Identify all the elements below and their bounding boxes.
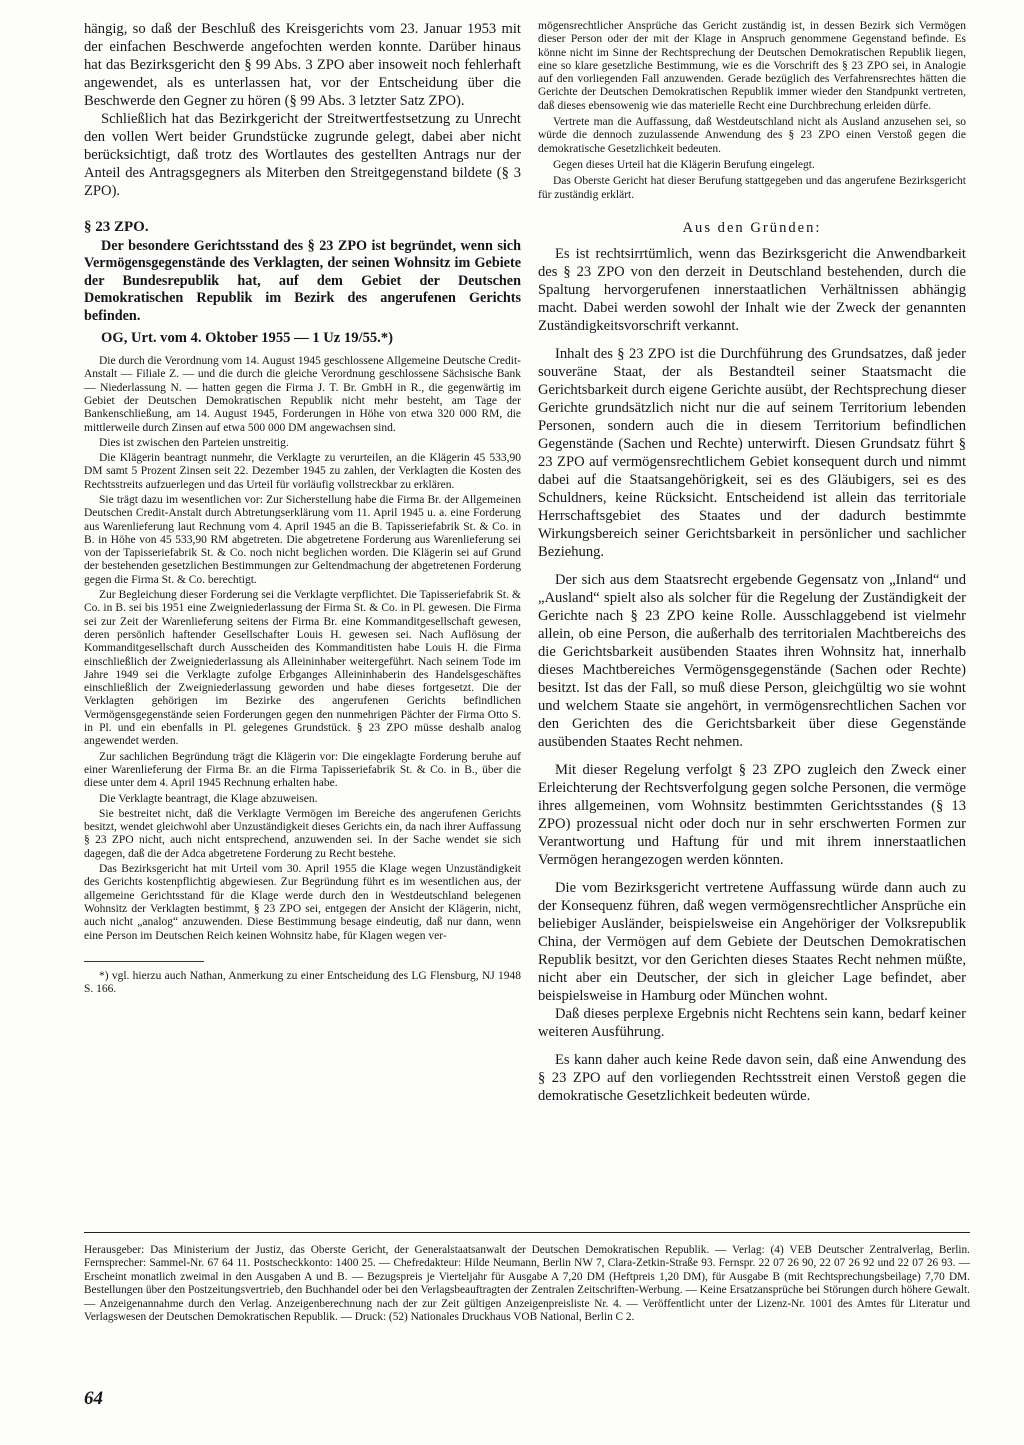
body-paragraph: hängig, so daß der Beschluß des Kreisgerichts vom 23. Januar 1953 mit der einfachen Beschwerde angefochten werden konnte. Darüber hinaus hat das Bezirksgericht den § 99 Abs. 3 ZPO aber insoweit noch fehlerhaft angewendet, als es unterlassen hat, vor der Entscheidung über die Beschwerde den Gegner zu hören (§ 99 Abs. 3 letzter Satz ZPO). — [84, 21, 521, 109]
imprint-divider — [84, 1232, 970, 1233]
case-citation: OG, Urt. vom 4. Oktober 1955 — 1 Uz 19/55.*) — [101, 330, 393, 347]
section-heading: § 23 ZPO. — [84, 219, 149, 235]
grounds-heading: Aus den Gründen: — [682, 219, 822, 236]
facts-paragraph: Sie bestreitet nicht, daß die Verklagte Vermögen im Bereiche des angerufenen Gerichts besitzt, wendet gleichwohl aber Unzuständigkeit dieses Gerichts ein, da nach ihrer Auffassung § 23 ZPO nicht, auch nicht entsprechend, anzuwenden sei. In der Sache wendet sie sich dagegen, daß die der Adca abgetretene Forderung zu Recht bestehe. — [84, 807, 521, 860]
facts-paragraph: Das Bezirksgericht hat mit Urteil vom 30. April 1955 die Klage wegen Unzuständigkeit des Gerichts kostenpflichtig abgewiesen. Zur Begründung führt es im wesentlichen aus, der allgemeine Gerichtsstand für die Klage werde durch den in Westdeutschland belegenen Wohnsitz der Verklagten bestimmt, § 23 ZPO sei, entgegen der Ansicht der Klägerin, nicht, auch nicht „analog“ anzuwenden. Diese Bestimmung besage eindeutig, daß nur dann, wenn eine Person im Deutschen Reich keinen Wohnsitz habe, für Klagen wegen ver- — [84, 863, 521, 942]
page-number: 64 — [84, 1388, 103, 1409]
facts-paragraph: Gegen dieses Urteil hat die Klägerin Berufung eingelegt. — [553, 158, 815, 171]
grounds-paragraph: Daß dieses perplexe Ergebnis nicht Rechtens sein kann, bedarf keiner weiteren Ausführung. — [538, 1005, 966, 1040]
grounds-paragraph: Es kann daher auch keine Rede davon sein, daß eine Anwendung des § 23 ZPO auf den vorliegenden Rechtsstreit einen Verstoß gegen die demokratische Gesetzlichkeit bedeuten würde. — [538, 1051, 966, 1104]
grounds-paragraph: Inhalt des § 23 ZPO ist die Durchführung des Grundsatzes, daß jeder souveräne Staat, der als Bestandteil seiner Staatsmacht die Gerichtsbarkeit durch eigene Gerichte ausübt, der Rechtsprechung dieser Gerichte grundsätzlich nicht nur die auf seinem Territorium lebenden Personen, sondern auch die in diesem Territorium befindlichen Gegenstände (Sachen und Rechte) unterwirft. Diesen Grundsatz führt § 23 ZPO auf vermögensrechtlichem Gebiet konsequent durch und nimmt dabei auf die Staatsangehörigkeit, sei es des Gläubigers, sei es des Schuldners, keine Rücksicht. Entscheidend ist allein das territoriale Herrschaftsgebiet des Staates und der dadurch bestimmte Wirkungsbereich seiner Gerichtsbarkeit in persönlicher und sachlicher Beziehung. — [538, 345, 966, 560]
facts-paragraph: Dies ist zwischen den Parteien unstreitig. — [99, 436, 289, 449]
grounds-paragraph: Mit dieser Regelung verfolgt § 23 ZPO zugleich den Zweck einer Erleichterung der Rechtsverfolgung gegen solche Personen, die vermöge ihres allgemeinen, vom Wohnsitz bestimmten Gerichtsstandes (§ 13 ZPO) prozessual nicht oder doch nur in sehr erschwerten Formen zur Verantwortung und Haftung für und mit ihrem innerstaatlichen Vermögen herangezogen werden könnten. — [538, 761, 966, 868]
facts-paragraph: Zur sachlichen Begründung trägt die Klägerin vor: Die eingeklagte Forderung beruhe auf einer Warenlieferung der Firma Br. an die Firma Tapisseriefabrik St. & Co. in B., über die diese unter dem 4. April 1945 Rechnung erhalten habe. — [84, 750, 521, 790]
facts-paragraph: Das Oberste Gericht hat dieser Berufung stattgegeben und das angerufene Bezirksgericht für zuständig erklärt. — [538, 175, 966, 201]
body-paragraph: Schließlich hat das Bezirkgericht der Streitwertfestsetzung zu Unrecht den vollen Wert beider Grundstücke zugrunde gelegt, dabei aber nicht berücksichtigt, daß trotz des Wortlautes des gestellten Antrags nur der Anteil des Antragsgegners als Miterben den Streitgegenstand bildete (§ 3 ZPO). — [84, 111, 521, 199]
headnote: Der besondere Gerichtsstand des § 23 ZPO ist begründet, wenn sich Vermögensgegenstände des Verklagten, der seinen Wohnsitz im Gebiete der Bundesrepublik hat, auf dem Gebiet der Deutschen Demokratischen Republik im Bezirk des angerufenen Gerichts befinden. — [84, 238, 521, 324]
facts-paragraph: Die Verklagte beantragt, die Klage abzuweisen. — [99, 792, 318, 805]
facts-paragraph: Zur Begleichung dieser Forderung sei die Verklagte verpflichtet. Die Tapisseriefabrik St. & Co. in B. sei bis 1951 eine Zweigniederlassung der Firma St. & Co. in Pl. gewesen. Die Firma sei zur Zeit der Warenlieferung seitens der Firma Br. eine Kommanditgesellschaft gewesen, deren persönlich haftender Gesellschafter Louis H. gewesen sei. Nach Auflösung der Kommanditgesellschaft durch Ausscheiden des Kommanditisten habe Louis H. die Firma einschließlich der Zweigniederlassung als Alleininhaber weitergeführt. Nach seinem Tode im Jahre 1949 sei die Verklagte zufolge Erbganges Alleininhaberin des Handelsgeschäftes einschließlich der Zweigniederlassung geworden und habe dieses fortgesetzt. Die der Verklagten gehörigen im Bezirke des angerufenen Gerichts befindlichen Vermögensgegenstände seien Forderungen gegen den nunmehrigen Pächter der Firma Otto S. in Pl. und ein ebenfalls in Pl. gelegenes Grundstück. § 23 ZPO müsse deshalb analog angewendet werden. — [84, 589, 521, 748]
facts-paragraph: Sie trägt dazu im wesentlichen vor: Zur Sicherstellung habe die Firma Br. der Allgemeinen Deutschen Credit-Anstalt durch Abtretungserklärung vom 11. April 1945 u. a. eine Forderung aus Warenlieferung laut Rechnung vom 4. April 1945 an die B. Tapisseriefabrik St. & Co. in B. in Höhe von 45 533,90 RM abgetreten. Die abgetretene Forderung aus Warenlieferung sei von der Tapisseriefabrik St. & Co. noch nicht beglichen worden. Die Klägerin sei auf Grund der bestehenden gesetzlichen Bestimmungen zur Geltendmachung der abgetretenen Forderung gegen die Firma St. & Co. berechtigt. — [84, 494, 521, 586]
left-column — [84, 20, 521, 996]
grounds-paragraph: Die vom Bezirksgericht vertretene Auffassung würde dann auch zu der Konsequenz führen, daß wegen vermögensrechtlicher Ansprüche ein beliebiger Ausländer, beispielsweise ein Angehöriger der Volksrepublik China, der Vermögen auf dem Gebiete der Deutschen Demokratischen Republik besitzt, vor den Gerichten dieses Staates Recht nehmen müßte, nicht aber ein Deutscher, der sich in gleicher Lage befindet, aber beispielsweise in Hamburg oder München wohnt. — [538, 879, 966, 1004]
facts-paragraph: Die durch die Verordnung vom 14. August 1945 geschlossene Allgemeine Deutsche Credit-Anstalt — Filiale Z. — und die durch die gleiche Verordnung geschlossene Sächsische Bank — Niederlassung N. — hatten gegen die Firma J. T. Br. GmbH in R., die gegenwärtig im Gebiet der Deutschen Demokratischen Republik nicht mehr besteht, am Tage der Bankenschließung, am 14. August 1945, Forderungen in Höhe von etwa 320 000 RM, die mittlerweile durch Zinsen auf etwa 500 000 DM angewachsen sind. — [84, 355, 521, 434]
right-column — [538, 20, 966, 1105]
facts-paragraph: mögensrechtlicher Ansprüche das Gericht zuständig ist, in dessen Bezirk sich Vermögen dieser Person oder der mit der Klage in Anspruch genommene Gegenstand befinde. Es könne nicht im Sinne der Rechtsprechung der Deutschen Demokratischen Republik liegen, eine so klare gesetzliche Bestimmung, wie es die Vorschrift des § 23 ZPO sei, in Analogie auf den vorliegenden Fall anzuwenden. Gerade bezüglich des Verfahrensrechtes hätten die Gerichte der Deutschen Demokratischen Republik immer wieder den Standpunkt vertreten, daß dieses ebensowenig wie das materielle Recht eine Durchbrechung erleiden dürfe. — [538, 20, 966, 112]
facts-paragraph: Vertrete man die Auffassung, daß Westdeutschland nicht als Ausland anzusehen sei, so würde die dennoch zuzulassende Anwendung des § 23 ZPO einen Verstoß gegen die demokratische Gesetzlichkeit bedeuten. — [538, 116, 966, 155]
grounds-paragraph: Es ist rechtsirrtümlich, wenn das Bezirksgericht die Anwendbarkeit des § 23 ZPO von den derzeit in Deutschland bestehenden, durch die Spaltung hervorgerufenen innerstaatlichen Verhältnissen abhängig macht. Dabei werden sowohl der Inhalt wie der Zweck der genannten Zuständigkeitsvorschrift verkannt. — [538, 245, 966, 334]
publisher-imprint: Herausgeber: Das Ministerium der Justiz, das Oberste Gericht, der Generalstaatsanwalt der Deutschen Demokratischen Republik. — Verlag: (4) VEB Deutscher Zentralverlag, Berlin. Fernsprecher: Sammel-Nr. 67 64 11. Postscheckkonto: 1400 25. — Chefredakteur: Hilde Neumann, Berlin NW 7, Clara-Zetkin-Straße 93. Fernspr. 22 07 26 90, 22 07 26 92 und 22 07 26 93. — Erscheint monatlich zweimal in den Ausgaben A und B. — Bezugspreis je Vierteljahr für Ausgabe A 7,20 DM (Heftpreis 1,20 DM), für Ausgabe B (mit Rechtsprechungsbeilage) 7,70 DM. Bestellungen über den Postzeitungsvertrieb, den Buchhandel oder bei den Verlagsbeauftragten der Zentralen Zeitschriften-Werbung. — Keine Ersatzansprüche bei Störungen durch höhere Gewalt. — Anzeigenannahme durch den Verlag. Anzeigenberechnung nach der zur Zeit gültigen Anzeigenpreisliste Nr. 4. — Veröffentlicht unter der Lizenz-Nr. 1001 des Amtes für Literatur und Verlagswesen der Deutschen Demokratischen Republik. — Druck: (52) Nationales Druckhaus VOB National, Berlin C 2. — [84, 1244, 970, 1324]
grounds-paragraph: Der sich aus dem Staatsrecht ergebende Gegensatz von „Inland“ und „Ausland“ spielt also als solcher für die Regelung der Zuständigkeit der Gerichte nach § 23 ZPO keine Rolle. Ausschlaggebend ist vielmehr allein, ob eine Person, die außerhalb des territorialen Machtbereichs des die Gerichtsbarkeit ausübenden Staates ihren Wohnsitz hat, innerhalb dieses Machtbereiches Vermögensgegenstände (Sachen oder Rechte) besitzt. Ist das der Fall, so muß diese Person, gleichgültig wo sie wohnt und welchem Staate sie angehört, in vermögensrechtlichen Sachen vor den Gerichten des die Gerichtsbarkeit über diese Gegenstände ausübenden Staates Recht nehmen. — [538, 571, 966, 750]
footnote-divider — [84, 961, 204, 962]
footnote: *) vgl. hierzu auch Nathan, Anmerkung zu einer Entscheidung des LG Flensburg, NJ 1948 S. 166. — [84, 969, 521, 996]
facts-paragraph: Die Klägerin beantragt nunmehr, die Verklagte zu verurteilen, an die Klägerin 45 533,90 DM samt 5 Prozent Zinsen seit 22. Dezember 1945 zu zahlen, der Verklagten die Kosten des Rechtsstreits aufzuerlegen und das Urteil für vorläufig vollstreckbar zu erklären. — [84, 452, 521, 491]
